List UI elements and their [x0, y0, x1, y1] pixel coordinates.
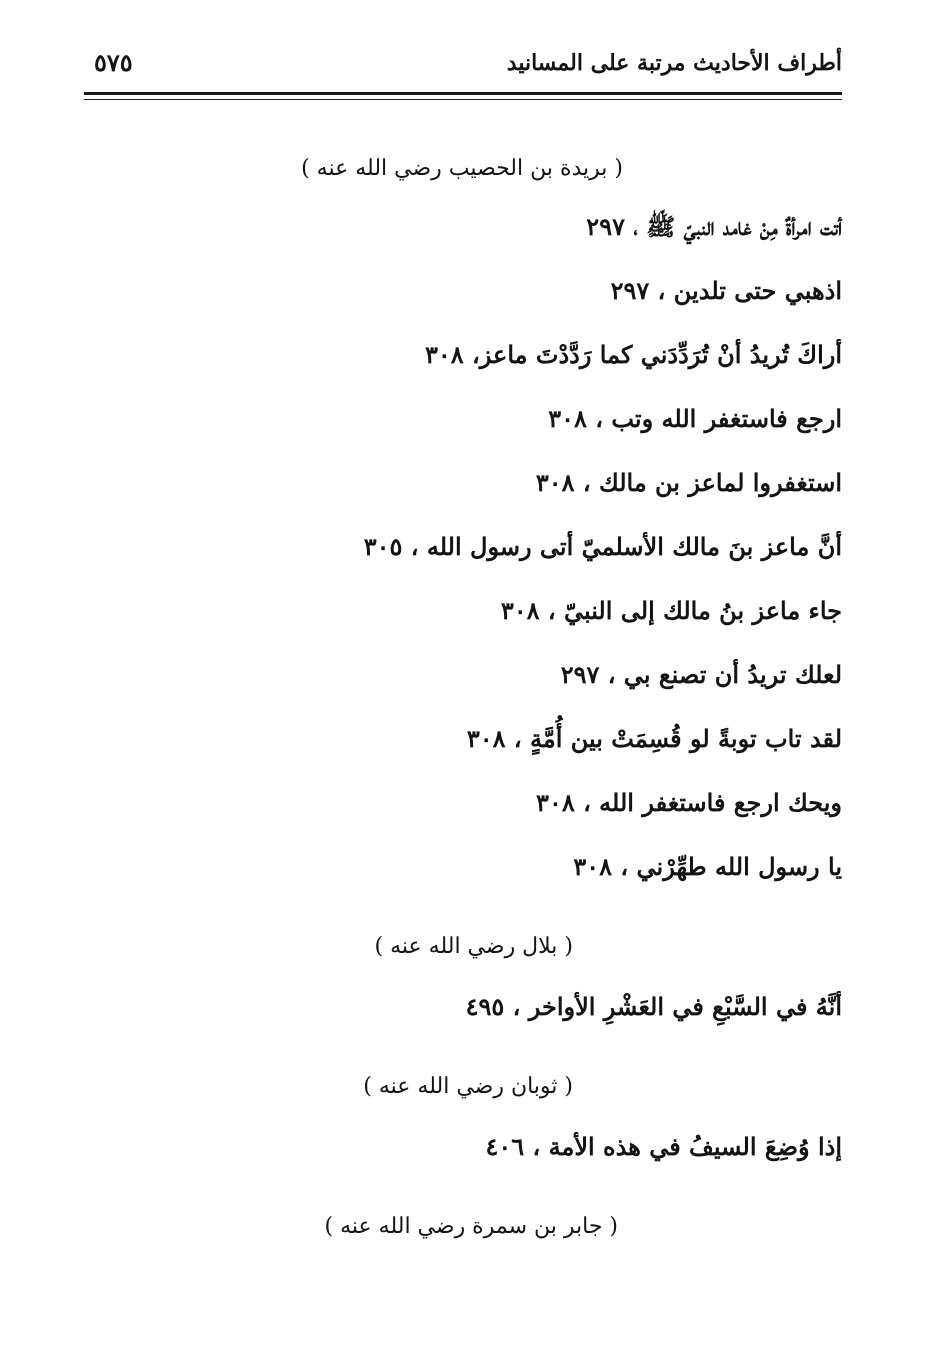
entry-1: أتت امرأةٌ مِنْ غامد النبيّ ﷺ ، ٢٩٧: [586, 212, 842, 241]
entry-9: لقد تاب توبةً لو قُسِمَتْ بين أُمَّةٍ ، ٣٠٨: [466, 724, 842, 753]
header-rule-thick: [84, 92, 842, 95]
entry-2: اذهبي حتى تلدين ، ٢٩٧: [610, 276, 842, 305]
section-heading-thawban: ( ثوبان رضي الله عنه ): [363, 1074, 573, 1099]
entry-4: ارجع فاستغفر الله وتب ، ٣٠٨: [548, 404, 842, 433]
entry-8: لعلك تريدُ أن تصنع بي ، ٢٩٧: [560, 660, 842, 689]
entry-10: ويحك ارجع فاستغفر الله ، ٣٠٨: [536, 788, 842, 817]
entry-6: أنَّ ماعز بنَ مالك الأسلميّ أتى رسول الله ، ٣٠٥: [363, 532, 842, 561]
entry-12: أنَّهُ في السَّبْعِ في العَشْرِ الأواخر ، ٤٩٥: [465, 992, 842, 1021]
header-rule-thin: [84, 99, 842, 100]
entry-5: استغفروا لماعز بن مالك ، ٣٠٨: [535, 468, 842, 497]
section-heading-buraidah: ( بريدة بن الحصيب رضي الله عنه ): [301, 156, 623, 181]
page-number: ٥٧٥: [94, 48, 133, 77]
entry-11: يا رسول الله طهِّرْني ، ٣٠٨: [573, 852, 842, 881]
entry-3: أراكَ تُريدُ أنْ تُرَدِّدَني كما رَدَّدْتَ ماعز، ٣٠٨: [425, 340, 842, 369]
page-header: [82, 40, 842, 90]
section-heading-jabir: ( جابر بن سمرة رضي الله عنه ): [324, 1214, 618, 1239]
entry-7: جاء ماعز بنُ مالك إلى النبيّ ، ٣٠٨: [500, 596, 842, 625]
entry-13: إذا وُضِعَ السيفُ في هذه الأمة ، ٤٠٦: [485, 1132, 842, 1161]
section-heading-bilal: ( بلال رضي الله عنه ): [374, 934, 573, 959]
running-title: أطراف الأحاديث مرتبة على المسانيد: [506, 50, 842, 76]
